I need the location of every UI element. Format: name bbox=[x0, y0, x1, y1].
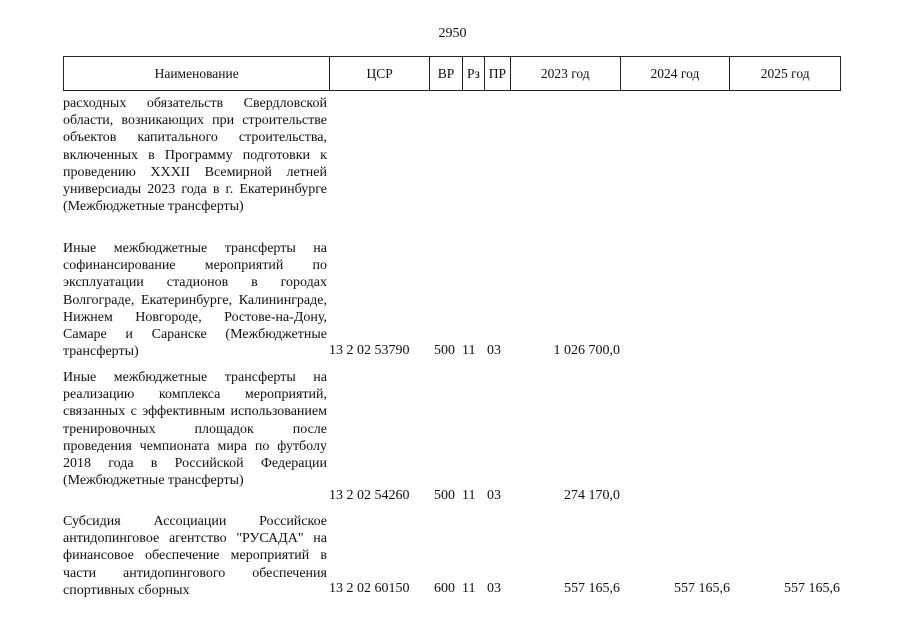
row-csr: 13 2 02 54260 bbox=[329, 488, 410, 503]
header-2025: 2025 год bbox=[760, 65, 810, 81]
header-rz: Рз bbox=[463, 57, 485, 90]
row-vr: 500 bbox=[434, 343, 455, 358]
page-number: 2950 bbox=[438, 26, 467, 41]
row-2023: 274 170,0 bbox=[564, 488, 620, 503]
row-rz: 11 bbox=[462, 343, 476, 358]
row-csr: 13 2 02 60150 bbox=[329, 581, 410, 596]
row-csr: 13 2 02 53790 bbox=[329, 343, 410, 358]
row-name: Иные межбюджетные трансферты на софинансирование мероприятий по эксплуатации стадионов в городах Волгограде, Екатеринбурге, Калининграде, Нижнем Новгороде, Ростове-на-Дону, Самаре и Саранске (Межбюджетные трансферты) bbox=[63, 241, 327, 360]
row-pr: 03 bbox=[487, 488, 501, 503]
row-pr: 03 bbox=[487, 581, 501, 596]
row-rz: 11 bbox=[462, 581, 476, 596]
row-vr: 600 bbox=[434, 581, 455, 596]
row-name: Иные межбюджетные трансферты на реализацию комплекса мероприятий, связанных с эффективным использованием тренировочных площадок после проведения чемпионата мира по футболу 2018 года в Российской Федерации (Межбюджетные трансферты) bbox=[63, 370, 327, 489]
header-2024: 2024 год bbox=[621, 57, 731, 90]
row-2024: 557 165,6 bbox=[674, 581, 730, 596]
row-2023: 1 026 700,0 bbox=[553, 343, 620, 358]
header-2023: 2023 год bbox=[511, 57, 621, 90]
header-vr: ВР bbox=[430, 57, 463, 90]
table-header bbox=[63, 56, 841, 91]
row-2025: 557 165,6 bbox=[784, 581, 840, 596]
header-pr: ПР bbox=[485, 57, 511, 90]
header-csr: ЦСР bbox=[330, 57, 430, 90]
row-rz: 11 bbox=[462, 488, 476, 503]
row-name: расходных обязательств Свердловской области, возникающих при строительстве объектов капитального строительства, включенных в Программу подготовки к проведению XXXII Всемирной летней универсиады 2023 года в г. Екатеринбурге (Межбюджетные трансферты) bbox=[63, 96, 327, 215]
header-name: Наименование bbox=[64, 57, 330, 90]
row-pr: 03 bbox=[487, 343, 501, 358]
row-2023: 557 165,6 bbox=[564, 581, 620, 596]
row-vr: 500 bbox=[434, 488, 455, 503]
row-name: Субсидия Ассоциации Российское антидопинговое агентство "РУСАДА" на финансовое обеспечение мероприятий в части антидопингового обеспечения спортивных сборных bbox=[63, 514, 327, 598]
